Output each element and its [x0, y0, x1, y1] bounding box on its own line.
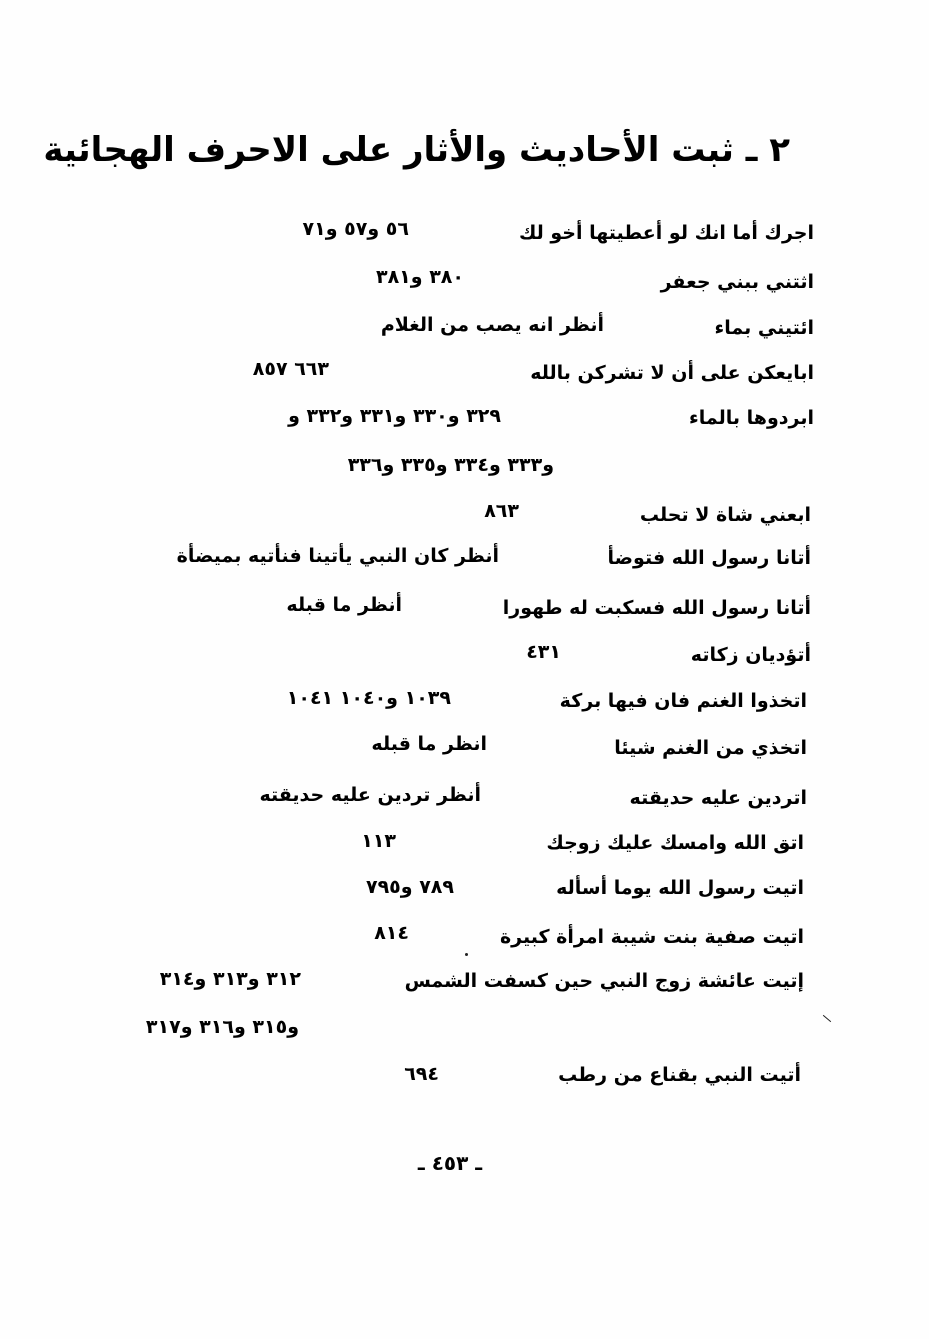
entry-phrase: اتق الله وامسك عليك زوجك: [546, 832, 804, 854]
entry-ref: و٣١٥ و٣١٦ و٣١٧: [145, 1016, 299, 1038]
entry-phrase: اتردين عليه حديقته: [629, 787, 807, 809]
page-title: ٢ ـ ثبت الأحاديث والأثار على الاحرف الهجائية: [43, 130, 790, 170]
entry-phrase: ابايعكن على أن لا تشركن بالله: [530, 362, 814, 384]
entry-ref: أنظر كان النبي يأتينا فنأتيه بميضأة: [176, 545, 499, 567]
entry-phrase: اجرك أما انك لو أعطيتها أخو لك: [518, 222, 814, 244]
entry-phrase: اتيت صفية بنت شيبة امرأة كبيرة: [499, 926, 804, 948]
entry-ref: و٣٣٣ و٣٣٤ و٣٣٥ و٣٣٦: [347, 454, 554, 476]
entry-ref: ٥٦ و٥٧ و٧١: [302, 218, 409, 240]
entry-phrase: اتخذي من الغنم شيئا: [614, 737, 807, 759]
entry-phrase: ابردوها بالماء: [689, 407, 814, 429]
entry-phrase: أتؤديان زكاته: [690, 644, 811, 666]
entry-ref: ٨١٤: [374, 922, 409, 944]
page-number: ـ ٤٥٣ ـ: [417, 1151, 483, 1175]
entry-ref: أنظر انه يصب من الغلام: [380, 314, 604, 336]
entry-ref: ٣٢٩ و٣٣٠ و٣٣١ و٣٣٢ و: [288, 405, 501, 427]
entry-phrase: ائتيني بماء: [714, 317, 814, 339]
entry-ref: ٨٦٣: [484, 500, 519, 522]
scan-speck: [465, 953, 468, 956]
scan-speck: [823, 1015, 831, 1022]
entry-phrase: أتانا رسول الله فتوضأ: [607, 547, 811, 569]
entry-ref: انظر ما قبله: [371, 733, 487, 755]
entry-ref: ١١٣: [361, 830, 396, 852]
entry-ref: ٦٩٤: [404, 1063, 439, 1085]
entry-phrase: اتخذوا الغنم فان فيها بركة: [559, 690, 807, 712]
entry-phrase: أتيت النبي بقناع من رطب: [558, 1064, 801, 1086]
entry-ref: أنظر تردين عليه حديقته: [259, 784, 481, 806]
entry-ref: ٣١٢ و٣١٣ و٣١٤: [159, 968, 301, 990]
entry-phrase: ابعني شاة لا تحلب: [639, 504, 811, 526]
entry-phrase: اتيت رسول الله يوما أسأله: [556, 877, 804, 899]
entry-ref: ٤٣١: [526, 641, 561, 663]
entry-ref: ٦٦٣ ٨٥٧: [252, 358, 329, 380]
entry-ref: ٧٨٩ و٧٩٥: [365, 876, 454, 898]
entry-ref: أنظر ما قبله: [286, 594, 402, 616]
entry-phrase: أتانا رسول الله فسكبت له طهورا: [502, 597, 811, 619]
entry-ref: ١٠٣٩ و١٠٤٠ ١٠٤١: [286, 687, 451, 709]
entry-phrase: اثتني ببني جعفر: [660, 271, 814, 293]
entry-ref: ٣٨٠ و٣٨١: [375, 266, 464, 288]
entry-phrase: إتيت عائشة زوج النبي حين كسفت الشمس: [404, 970, 804, 992]
